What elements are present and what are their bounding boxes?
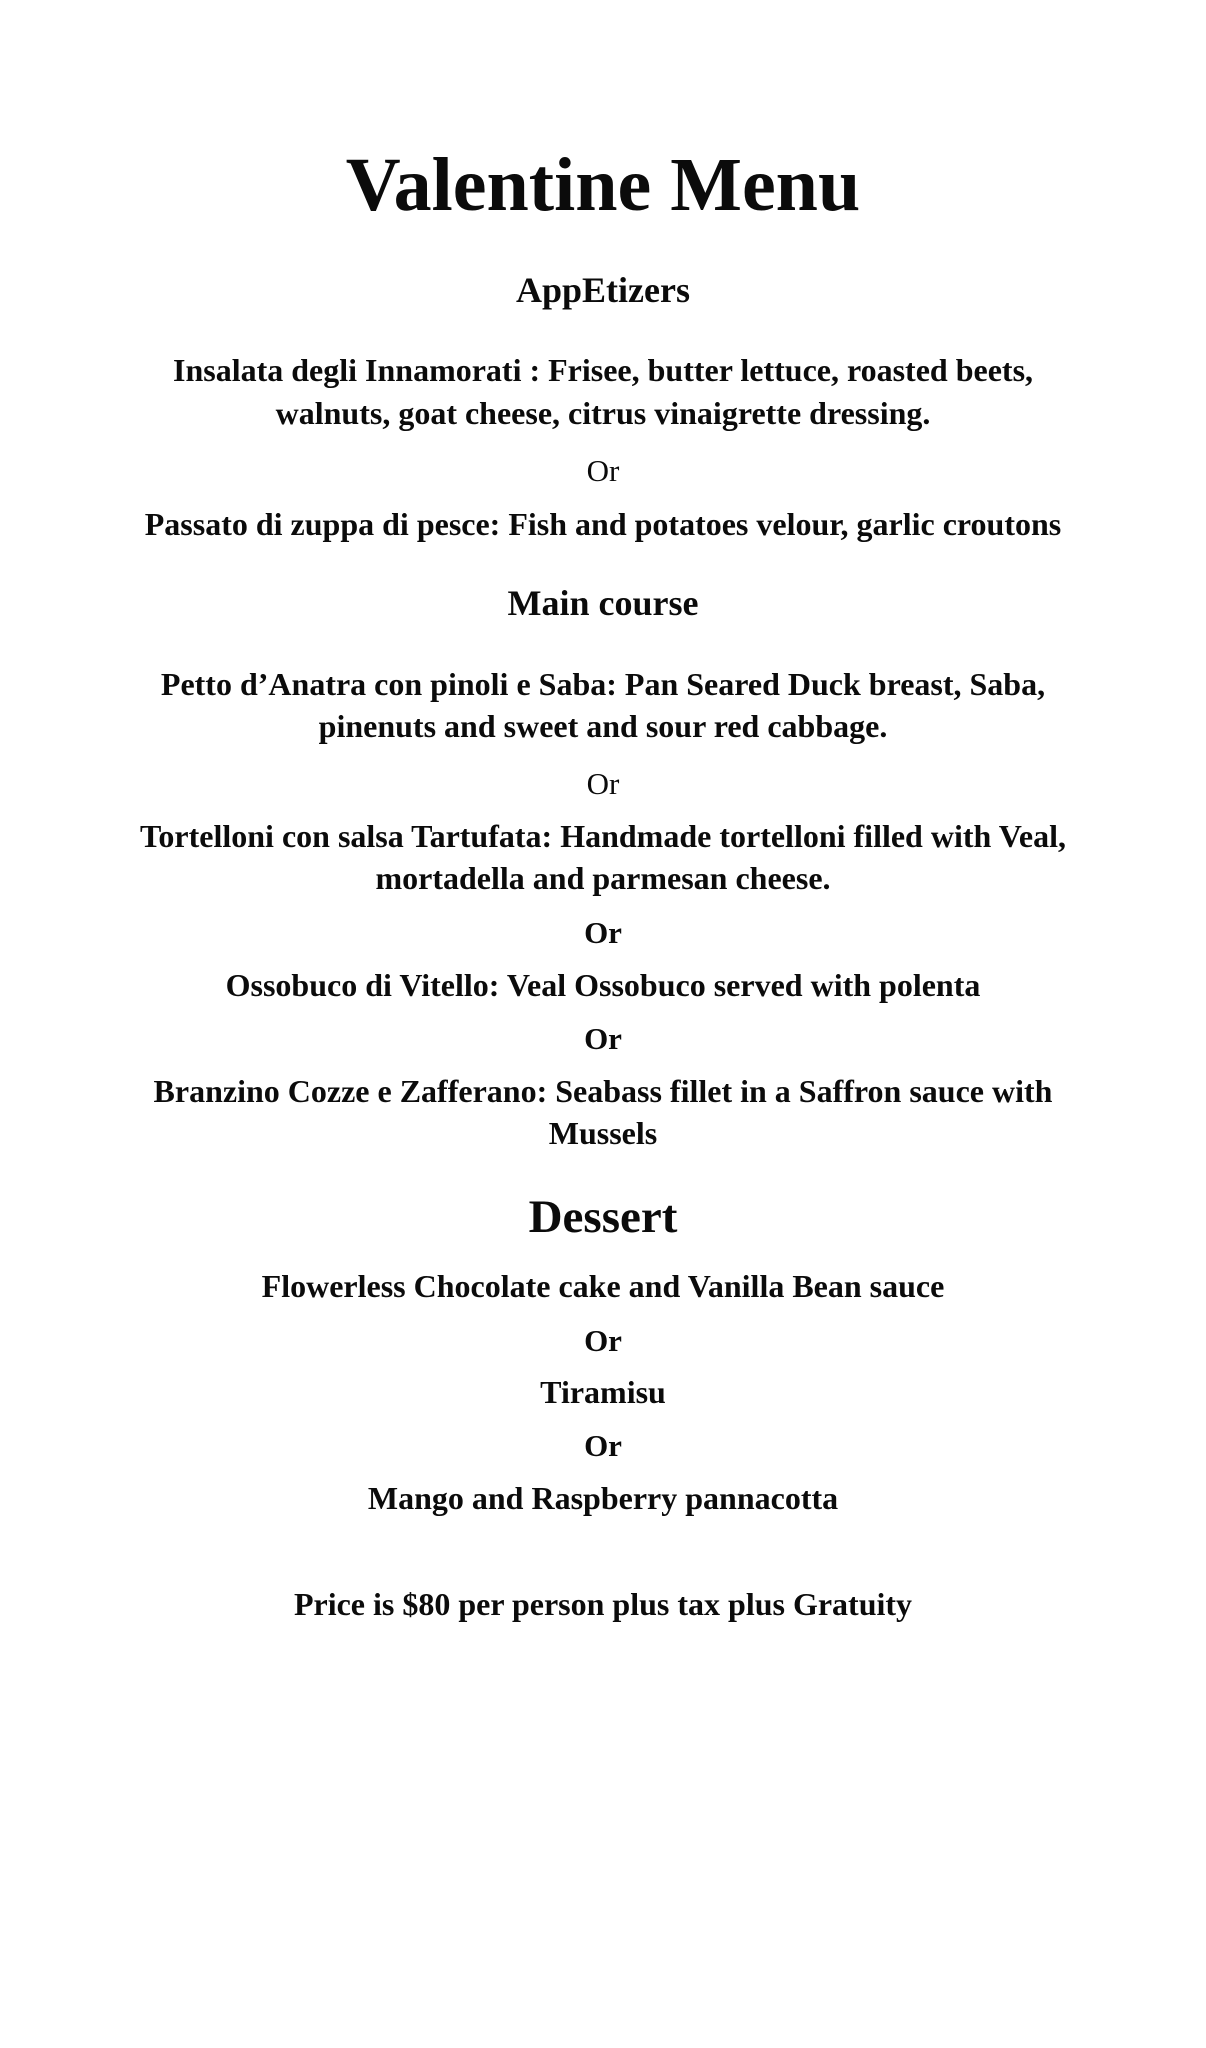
dessert-or-separator-1: Or [584, 1323, 622, 1358]
main-item-1-line-2: pinenuts and sweet and sour red cabbage. [318, 708, 888, 744]
dessert-or-separator-2: Or [584, 1428, 622, 1463]
main-item-3: Ossobuco di Vitello: Veal Ossobuco served with polenta [225, 967, 981, 1003]
page-title: Valentine Menu [345, 143, 861, 227]
main-or-separator-1: Or [586, 766, 620, 801]
appetizer-item-1-line-2: walnuts, goat cheese, citrus vinaigrette dressing. [275, 395, 931, 431]
main-or-separator-2: Or [584, 915, 622, 950]
main-item-4-line-1: Branzino Cozze e Zafferano: Seabass fillet in a Saffron sauce with [153, 1073, 1053, 1109]
dessert-item-1: Flowerless Chocolate cake and Vanilla Bean sauce [261, 1268, 945, 1304]
dessert-item-3: Mango and Raspberry pannacotta [367, 1480, 839, 1516]
appetizer-item-2: Passato di zuppa di pesce: Fish and potatoes velour, garlic croutons [144, 506, 1062, 542]
main-item-2-line-2: mortadella and parmesan cheese. [375, 860, 831, 896]
main-or-separator-3: Or [584, 1021, 622, 1056]
appetizer-item-1-line-1: Insalata degli Innamorati : Frisee, butter lettuce, roasted beets, [172, 352, 1034, 388]
dessert-heading: Dessert [528, 1191, 678, 1243]
appetizer-or-separator: Or [586, 453, 620, 488]
main-item-4-line-2: Mussels [548, 1115, 658, 1151]
price-note: Price is $80 per person plus tax plus Gratuity [293, 1586, 913, 1622]
dessert-item-2: Tiramisu [540, 1374, 666, 1410]
main-item-1-line-1: Petto d’Anatra con pinoli e Saba: Pan Seared Duck breast, Saba, [160, 666, 1046, 702]
appetizers-heading: AppEtizers [516, 270, 690, 310]
main-course-heading: Main course [507, 583, 699, 623]
main-item-2-line-1: Tortelloni con salsa Tartufata: Handmade tortelloni filled with Veal, [140, 818, 1066, 854]
